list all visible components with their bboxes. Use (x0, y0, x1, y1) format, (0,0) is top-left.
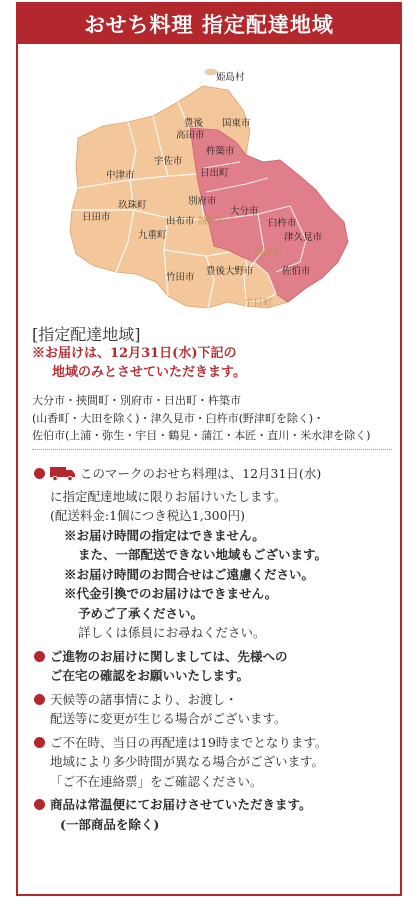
item3-line2: 配送等に変更が生じる場合がございます。 (50, 711, 287, 726)
item1-note2: ※お届け時間のお問合せはご遠慮ください。 (64, 566, 315, 582)
delivery-notice (32, 344, 392, 382)
map-label-usuki: 臼杵市 (268, 218, 297, 229)
map-label-saiki: 佐伯市 (282, 266, 311, 277)
item2-line2: ご在宅の確認をお願いいたします。 (50, 668, 250, 683)
item4-line1: ご不在時、当日の再配達は19時までとなります。 (50, 734, 328, 750)
map-label-bungoono: 豊後大野市 (206, 266, 254, 277)
item1-line4: 詳しくは係員にお尋ねください。 (78, 625, 266, 640)
map-label-kokonoe: 九重町 (138, 230, 167, 241)
item1-note1a: ※お届け時間の指定はできません。 (64, 527, 265, 543)
bullet-icon (34, 737, 45, 748)
map-label-nakatsu: 中津市 (106, 170, 135, 181)
item1-note3b: 予めご了承ください。 (78, 605, 204, 621)
item1-text: このマークのおせち料理は、12月31日(水) (80, 466, 322, 481)
bullet-icon (34, 694, 45, 705)
map-label-taketa: 竹田市 (166, 272, 195, 283)
notice-line-2: 地域のみとさせていただきます。 (52, 365, 246, 380)
list-item (32, 795, 392, 834)
cities-line-2: (山香町・大田を除く)・津久見市・臼杵市(野津町を除く)・ (32, 411, 325, 425)
bullet-icon (34, 799, 45, 810)
map-label-tsukumi: 津久見市 (284, 232, 323, 243)
bullet-icon (34, 468, 45, 479)
page-title: おせち料理 指定配達地域 (18, 4, 400, 44)
list-item (32, 647, 392, 686)
map-label-himeshima: 姫島村 (216, 72, 245, 83)
list-item (32, 733, 392, 792)
truck-icon (50, 466, 76, 487)
item1-line3: (配送料金:1個につき税込1,300円) (50, 508, 245, 523)
map-label-kunisaki: 国東市 (222, 118, 251, 129)
map-label-hasama: 挾間町 (198, 216, 227, 227)
notice-line-1: ※お届けは、12月31日(水)下記の (32, 346, 237, 361)
item2-line1: ご進物のお届けに関しましては、先様への (50, 648, 288, 664)
item5-line1: 商品は常温便にてお届けさせていただきます。 (50, 797, 312, 812)
map-label-beppu: 別府市 (188, 196, 217, 207)
map-label-hiji: 日出町 (200, 168, 229, 179)
cities-line-1: 大分市・挾間町・別府市・日出町・杵築市 (32, 394, 241, 407)
item1-note1b: また、一部配送できない地域もございます。 (78, 547, 328, 562)
item1-note3a: ※代金引換でのお届けはできません。 (64, 586, 278, 601)
map-label-kusu: 玖珠町 (118, 200, 147, 211)
map-label-bungotakada-1: 豊後 (184, 118, 204, 129)
map-label-kitsuki: 杵築市 (206, 146, 235, 157)
list-item (32, 464, 392, 643)
map-label-oita: 大分市 (230, 206, 259, 217)
map-label-bungotakada-2: 高田市 (176, 130, 205, 141)
map-label-hita: 日田市 (82, 212, 111, 223)
map-label-usa: 宇佐市 (154, 156, 183, 167)
map-label-yufu: 由布市 (166, 216, 195, 227)
notes-list (32, 464, 392, 838)
item3-line1: 天候等の諸事情により、お渡し・ (50, 691, 238, 707)
item1-line2: に指定配達地域に限りお届けいたします。 (50, 488, 287, 504)
cities-line-3: 佐伯市(上浦・弥生・宇目・鶴見・蒲江・本匠・直川・米水津を除く) (32, 429, 371, 442)
map-label-ume: 宇目町 (244, 298, 273, 309)
item5-line2: (一部商品を除く) (60, 816, 160, 832)
flyer-frame (16, 2, 402, 896)
item4-line3: 「ご不在連絡票」をご確認ください。 (50, 773, 263, 789)
list-item (32, 690, 392, 729)
item4-line2: 地域により多少時間が異なる場合がございます。 (50, 754, 325, 769)
map-label-nozu: 野津町 (254, 248, 283, 259)
delivery-cities (32, 392, 392, 450)
bullet-icon (34, 651, 45, 662)
delivery-area-map (18, 50, 400, 320)
area-section-title: [指定配達地域] (32, 325, 141, 344)
